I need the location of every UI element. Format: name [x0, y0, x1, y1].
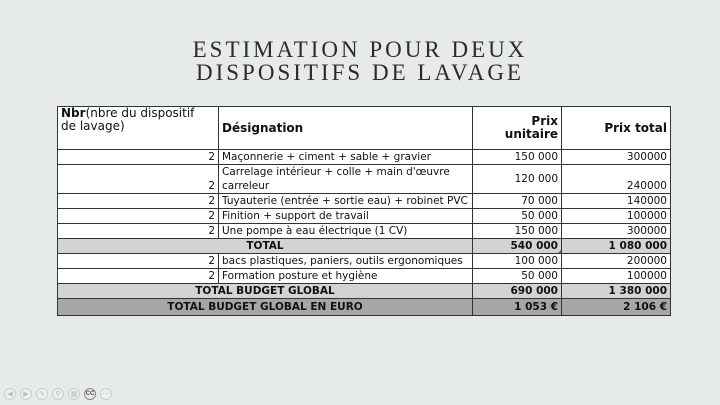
euro-total-row [58, 299, 671, 316]
row-designation: Une pompe à eau électrique (1 CV) [219, 224, 473, 239]
table-header-row [58, 107, 671, 150]
grand-total-unit-price: 690 000 [473, 284, 562, 299]
header-unit-price: Prix unitaire [473, 107, 562, 150]
row-total: 100000 [562, 269, 671, 284]
subtotal-label: TOTAL [58, 239, 473, 254]
row-unit-price: 150 000 [473, 224, 562, 239]
row-qty: 2 [58, 165, 219, 194]
row-total: 240000 [562, 165, 671, 194]
table-row [58, 224, 671, 239]
grand-total-total: 1 380 000 [562, 284, 671, 299]
subtotal-row [58, 239, 671, 254]
table-row [58, 254, 671, 269]
slide-title-line-1: ESTIMATION POUR DEUX [192, 37, 528, 62]
row-unit-price: 120 000 [473, 165, 562, 194]
subtitles-icon[interactable]: CC [84, 388, 96, 400]
row-total: 140000 [562, 194, 671, 209]
row-qty: 2 [58, 150, 219, 165]
euro-total-total: 2 106 € [562, 299, 671, 316]
budget-table [57, 106, 671, 316]
row-qty: 2 [58, 209, 219, 224]
table-row [58, 194, 671, 209]
more-icon[interactable]: ⋯ [100, 388, 112, 400]
euro-total-unit-price: 1 053 € [473, 299, 562, 316]
row-qty: 2 [58, 269, 219, 284]
row-total: 100000 [562, 209, 671, 224]
row-total: 200000 [562, 254, 671, 269]
row-designation: bacs plastiques, paniers, outils ergonomiques [219, 254, 473, 269]
row-designation: Formation posture et hygiène [219, 269, 473, 284]
table-row [58, 150, 671, 165]
slide-title [0, 38, 720, 84]
row-qty: 2 [58, 224, 219, 239]
forward-icon[interactable]: ▶ [20, 388, 32, 400]
table-row [58, 269, 671, 284]
row-total: 300000 [562, 224, 671, 239]
euro-total-label: TOTAL BUDGET GLOBAL EN EURO [58, 299, 473, 316]
row-qty: 2 [58, 254, 219, 269]
row-unit-price: 70 000 [473, 194, 562, 209]
grand-total-row [58, 284, 671, 299]
row-unit-price: 150 000 [473, 150, 562, 165]
row-unit-price: 50 000 [473, 209, 562, 224]
row-unit-price: 100 000 [473, 254, 562, 269]
subtotal-unit-price: 540 000 [473, 239, 562, 254]
row-designation: Tuyauterie (entrée + sortie eau) + robinet PVC [219, 194, 473, 209]
row-unit-price: 50 000 [473, 269, 562, 284]
subtotal-total: 1 080 000 [562, 239, 671, 254]
pen-icon[interactable]: ✎ [36, 388, 48, 400]
row-designation: Maçonnerie + ciment + sable + gravier [219, 150, 473, 165]
slide-title-line-2: DISPOSITIFS DE LAVAGE [196, 60, 524, 85]
table-row [58, 209, 671, 224]
header-nbr: Nbr(nbre du dispositif de lavage) [58, 107, 219, 150]
zoom-icon[interactable]: ⚲ [52, 388, 64, 400]
table-row [58, 165, 671, 194]
back-icon[interactable]: ◀ [4, 388, 16, 400]
row-total: 300000 [562, 150, 671, 165]
grand-total-label: TOTAL BUDGET GLOBAL [58, 284, 473, 299]
cell-comment-marker [557, 249, 562, 254]
header-total-price: Prix total [562, 107, 671, 150]
slides-icon[interactable]: ▦ [68, 388, 80, 400]
row-designation: Finition + support de travail [219, 209, 473, 224]
header-designation: Désignation [219, 107, 473, 150]
presentation-toolbar [4, 387, 112, 401]
row-qty: 2 [58, 194, 219, 209]
row-designation: Carrelage intérieur + colle + main d'œuvre carreleur [219, 165, 473, 194]
